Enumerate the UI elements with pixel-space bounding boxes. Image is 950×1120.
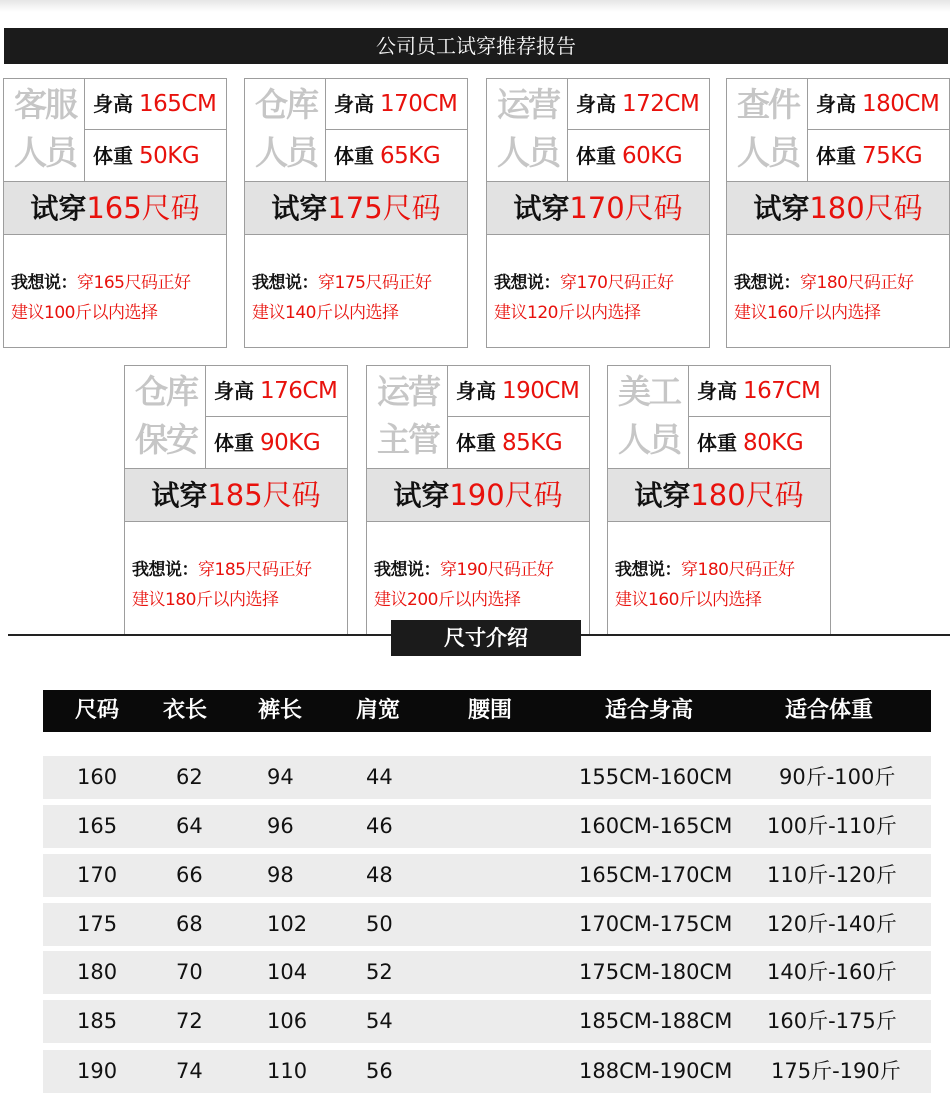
cell-fit-weight: 110斤-120斤 [767,863,897,887]
cell-pants-length: 98 [267,863,294,887]
comment-label: 我想说： [494,273,560,293]
weight-label: 体重 [214,431,254,455]
comment-text: 穿180尺码正好 [681,560,795,580]
cell-shoulder: 44 [366,765,393,789]
try-on-label: 试穿 [753,192,810,225]
cell-size: 180 [77,960,118,984]
comment-text: 穿190尺码正好 [440,560,554,580]
comment-label: 我想说： [252,273,318,293]
header-fit-weight: 适合体重 [785,698,874,723]
weight-cell [326,130,467,182]
advice-text: 建议140斤以内选择 [252,303,399,323]
employee-card-3 [486,78,710,348]
table-row [43,805,931,848]
table-row [43,1050,931,1093]
try-on-size: 175尺码 [327,191,441,225]
role-cell [245,79,326,182]
weight-cell [568,130,709,182]
advice-text: 建议120斤以内选择 [494,303,641,323]
weight-value: 80KG [743,430,804,456]
weight-value: 50KG [139,143,200,169]
cell-top-length: 64 [176,814,203,838]
comment-cell [245,235,467,347]
role-cell [367,366,448,469]
height-label: 身高 [334,92,374,116]
height-cell [689,366,830,417]
cell-fit-weight: 120斤-140斤 [767,912,897,936]
try-on-size: 165尺码 [86,191,200,225]
employee-card-4 [726,78,950,348]
height-label: 身高 [816,92,856,116]
role-cell [727,79,808,182]
table-row [43,903,931,946]
weight-value: 60KG [622,143,683,169]
height-label: 身高 [93,92,133,116]
try-on-size: 170尺码 [569,191,683,225]
try-on-cell [4,182,226,235]
weight-cell [808,130,949,182]
height-value: 190CM [502,378,580,404]
cell-fit-height: 170CM-175CM [579,912,733,936]
advice-text: 建议160斤以内选择 [734,303,881,323]
cell-fit-weight: 100斤-110斤 [767,814,897,838]
role-line-2: 人员 [737,133,799,172]
role-line-2: 保安 [135,420,197,459]
employee-card-5 [124,365,348,635]
cell-pants-length: 102 [267,912,308,936]
weight-value: 75KG [862,143,923,169]
report-title: 公司员工试穿推荐报告 [4,28,948,64]
height-cell [568,79,709,130]
cell-fit-height: 185CM-188CM [579,1009,733,1033]
weight-value: 65KG [380,143,441,169]
cell-fit-height: 155CM-160CM [579,765,733,789]
weight-cell [689,417,830,469]
table-row [43,854,931,897]
role-line-1: 仓库 [255,85,317,124]
cell-top-length: 74 [176,1059,203,1083]
try-on-cell [125,469,347,522]
height-value: 172CM [622,91,700,117]
cell-fit-weight: 160斤-175斤 [767,1009,897,1033]
advice-text: 建议180斤以内选择 [132,590,279,610]
height-label: 身高 [697,379,737,403]
height-cell [206,366,347,417]
cell-shoulder: 56 [366,1059,393,1083]
height-value: 165CM [139,91,217,117]
employee-card-1 [3,78,227,348]
height-value: 167CM [743,378,821,404]
cell-shoulder: 46 [366,814,393,838]
cell-size: 190 [77,1059,118,1083]
cell-fit-weight: 90斤-100斤 [779,765,896,789]
cell-top-length: 68 [176,912,203,936]
try-on-size: 190尺码 [449,478,563,512]
comment-cell [4,235,226,347]
role-line-2: 人员 [255,133,317,172]
cell-fit-height: 160CM-165CM [579,814,733,838]
height-cell [85,79,226,130]
weight-cell [206,417,347,469]
height-label: 身高 [576,92,616,116]
role-line-1: 客服 [14,85,76,124]
cell-pants-length: 94 [267,765,294,789]
weight-label: 体重 [576,144,616,168]
comment-text: 穿185尺码正好 [198,560,312,580]
height-label: 身高 [456,379,496,403]
height-value: 176CM [260,378,338,404]
weight-label: 体重 [334,144,374,168]
cell-size: 175 [77,912,118,936]
comment-text: 穿165尺码正好 [77,273,191,293]
height-cell [808,79,949,130]
height-value: 170CM [380,91,458,117]
comment-label: 我想说： [734,273,800,293]
weight-cell [85,130,226,182]
try-on-label: 试穿 [393,479,450,512]
comment-cell [125,522,347,634]
cell-shoulder: 52 [366,960,393,984]
cell-top-length: 70 [176,960,203,984]
cell-size: 165 [77,814,118,838]
role-line-1: 美工 [618,372,680,411]
role-line-1: 查件 [737,85,799,124]
height-label: 身高 [214,379,254,403]
header-size: 尺码 [75,698,120,723]
cell-top-length: 72 [176,1009,203,1033]
employee-card-6 [366,365,590,635]
try-on-size: 180尺码 [690,478,804,512]
header-shoulder: 肩宽 [356,698,401,723]
try-on-cell [487,182,709,235]
cell-size: 160 [77,765,118,789]
cell-top-length: 62 [176,765,203,789]
role-cell [4,79,85,182]
weight-label: 体重 [93,144,133,168]
try-on-size: 185尺码 [207,478,321,512]
cell-shoulder: 50 [366,912,393,936]
table-row [43,756,931,799]
weight-cell [448,417,589,469]
cell-pants-length: 110 [267,1059,308,1083]
weight-label: 体重 [816,144,856,168]
try-on-cell [608,469,830,522]
cell-fit-weight: 140斤-160斤 [767,960,897,984]
weight-value: 90KG [260,430,321,456]
employee-card-7 [607,365,831,635]
comment-label: 我想说： [132,560,198,580]
height-cell [326,79,467,130]
size-section-title: 尺寸介绍 [391,620,581,656]
try-on-size: 180尺码 [809,191,923,225]
role-line-1: 运营 [377,372,439,411]
table-row [43,1000,931,1043]
cell-top-length: 66 [176,863,203,887]
role-line-1: 仓库 [135,372,197,411]
header-top-length: 衣长 [163,698,208,723]
size-table-header [43,690,931,732]
employee-card-2 [244,78,468,348]
header-pants-length: 裤长 [258,698,303,723]
role-line-1: 运营 [497,85,559,124]
comment-cell [727,235,949,347]
try-on-label: 试穿 [30,192,87,225]
comment-cell [487,235,709,347]
cell-size: 185 [77,1009,118,1033]
role-line-2: 人员 [618,420,680,459]
header-fit-height: 适合身高 [605,698,694,723]
table-row [43,951,931,994]
advice-text: 建议100斤以内选择 [11,303,158,323]
cell-pants-length: 106 [267,1009,308,1033]
try-on-label: 试穿 [513,192,570,225]
comment-label: 我想说： [11,273,77,293]
cell-fit-height: 165CM-170CM [579,863,733,887]
comment-text: 穿180尺码正好 [800,273,914,293]
role-line-2: 主管 [377,420,439,459]
role-line-2: 人员 [14,133,76,172]
try-on-cell [367,469,589,522]
cell-fit-height: 188CM-190CM [579,1059,733,1083]
comment-cell [608,522,830,634]
top-fade [0,0,950,12]
cell-shoulder: 48 [366,863,393,887]
role-cell [608,366,689,469]
height-value: 180CM [862,91,940,117]
cell-fit-height: 175CM-180CM [579,960,733,984]
comment-label: 我想说： [615,560,681,580]
comment-text: 穿170尺码正好 [560,273,674,293]
comment-cell [367,522,589,634]
weight-label: 体重 [697,431,737,455]
weight-label: 体重 [456,431,496,455]
advice-text: 建议200斤以内选择 [374,590,521,610]
height-cell [448,366,589,417]
try-on-label: 试穿 [271,192,328,225]
weight-value: 85KG [502,430,563,456]
try-on-label: 试穿 [151,479,208,512]
advice-text: 建议160斤以内选择 [615,590,762,610]
role-cell [487,79,568,182]
cell-pants-length: 96 [267,814,294,838]
cell-shoulder: 54 [366,1009,393,1033]
cell-size: 170 [77,863,118,887]
role-line-2: 人员 [497,133,559,172]
cell-fit-weight: 175斤-190斤 [771,1059,901,1083]
comment-text: 穿175尺码正好 [318,273,432,293]
cell-pants-length: 104 [267,960,308,984]
role-cell [125,366,206,469]
comment-label: 我想说： [374,560,440,580]
try-on-cell [245,182,467,235]
try-on-cell [727,182,949,235]
header-waist: 腰围 [468,698,513,723]
try-on-label: 试穿 [634,479,691,512]
